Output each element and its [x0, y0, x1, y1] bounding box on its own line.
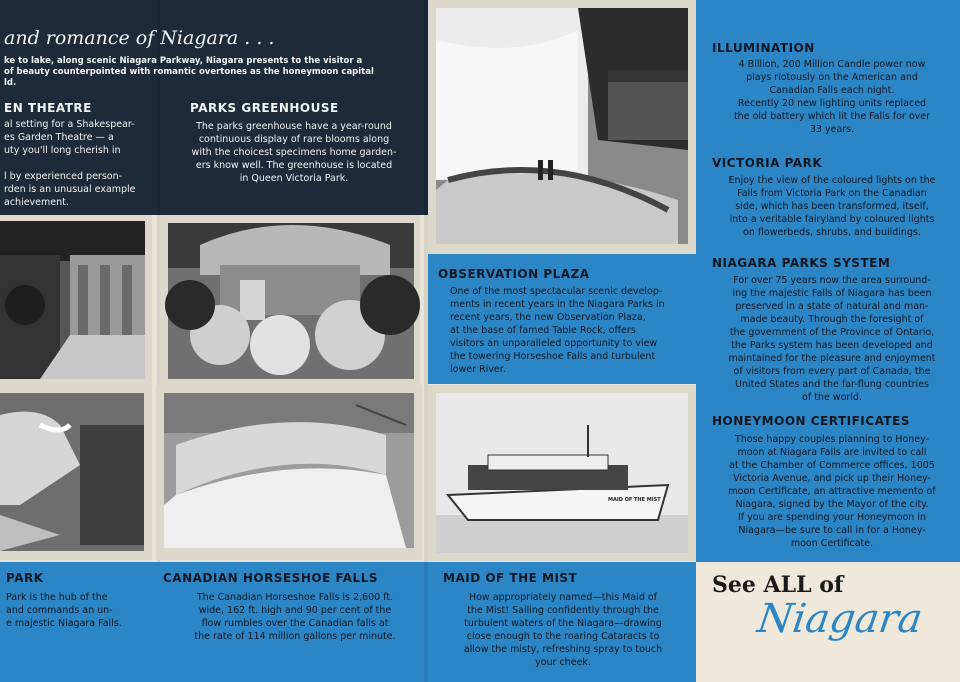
honeymoon-line: moon Certificate.	[790, 538, 874, 549]
maid-line: turbulent waters of the Niagara—drawing	[464, 618, 662, 629]
theatre-title: EN THEATRE	[4, 101, 92, 115]
honeymoon-title: HONEYMOON CERTIFICATES	[712, 414, 910, 428]
greenhouse-text	[178, 120, 410, 185]
parks-system-line: United States and the far-flung countries	[735, 379, 929, 390]
intro-line: ke to lake, along scenic Niagara Parkway, Niagara presents to the visitor a	[4, 56, 363, 66]
honeymoon-line: moon at Niagara Falls are invited to call	[737, 447, 927, 458]
maid-text	[438, 591, 688, 669]
illumination-title: ILLUMINATION	[712, 41, 815, 55]
maid-line: How appropriately named—this Maid of	[468, 592, 658, 603]
honeymoon-line: Niagara, signed by the Mayor of the city.	[735, 499, 929, 510]
illumination-text	[712, 58, 952, 136]
observation-line: at the base of famed Table Rock, offers	[450, 325, 636, 336]
theatre-line: l by experienced person-	[4, 171, 123, 182]
observation-title: OBSERVATION PLAZA	[438, 267, 590, 281]
maid-line: close enough to the roaring Cataracts to	[466, 631, 660, 642]
maid-title: MAID OF THE MIST	[443, 571, 578, 585]
horseshoe-title: CANADIAN HORSESHOE FALLS	[163, 571, 378, 585]
niagara-script: Niagara	[754, 596, 926, 642]
intro-heading: and romance of Niagara . . .	[4, 27, 275, 49]
parks-system-title: NIAGARA PARKS SYSTEM	[712, 256, 891, 270]
horseshoe-falls-photo	[156, 385, 422, 560]
parks-system-text	[712, 274, 952, 404]
greenhouse-line: in Queen Victoria Park.	[239, 173, 349, 184]
theatre-line: achievement.	[4, 197, 69, 208]
maid-line: allow the misty, refreshing spray to touch	[463, 644, 663, 655]
theatre-line: al setting for a Shakespear-	[4, 119, 135, 130]
honeymoon-line: Victoria Avenue, and pick up their Honey-	[733, 473, 931, 484]
intro-text	[4, 56, 374, 89]
parks-system-line: preserved in a state of natural and man-	[735, 301, 929, 312]
fold-line	[424, 0, 428, 682]
parks-system-line: For over 75 years now the area surround-	[733, 275, 931, 286]
see-all-line: See ALL of	[712, 572, 844, 598]
park-line: Park is the hub of the	[6, 592, 108, 603]
aerial-falls-photo	[0, 385, 152, 560]
boat-name: MAID OF THE MIST	[608, 497, 661, 503]
intro-line: ld.	[4, 78, 17, 88]
victoria-line: side, which has been transformed, itself,	[735, 201, 929, 212]
horseshoe-line: wide, 162 ft. high and 90 per cent of the	[198, 605, 392, 616]
parks-system-line: the government of the Province of Ontario,	[729, 327, 935, 338]
honeymoon-line: If you are spending your Honeymoon in	[737, 512, 926, 523]
observation-line: visitors an unparalleled opportunity to view	[450, 338, 658, 349]
greenhouse-line: The parks greenhouse have a year-round	[196, 121, 392, 132]
illumination-line: 4 Billion, 200 Million Candle power now	[738, 59, 926, 70]
observation-plaza-photo	[428, 0, 696, 254]
parks-system-line: ing the majestic Falls of Niagara has been	[732, 288, 932, 299]
park-line: e majestic Niagara Falls.	[6, 618, 122, 629]
greenhouse-line: ers know well. The greenhouse is located	[195, 160, 393, 171]
parks-system-line: the Parks system has been developed and	[731, 340, 933, 351]
honeymoon-text	[712, 433, 952, 550]
horseshoe-line: The Canadian Horseshoe Falls is 2,600 ft.	[196, 592, 394, 603]
honeymoon-line: at the Chamber of Commerce offices, 1005	[729, 460, 935, 471]
illumination-line: plays riotously on the American and	[746, 72, 918, 83]
horseshoe-line: the rate of 114 million gallons per minute.	[194, 631, 396, 642]
honeymoon-line: moon Certificate, an attractive memento of	[728, 486, 936, 497]
park-title: PARK	[6, 571, 44, 585]
victoria-line: Falls from Victoria Park on the Canadian	[737, 188, 927, 199]
parks-system-line: maintained for the pleasure and enjoyment	[728, 353, 936, 364]
greenhouse-photo	[160, 215, 420, 385]
horseshoe-line: flow rumbles over the Canadian falls at	[201, 618, 389, 629]
illumination-line: Canadian Falls each night.	[769, 85, 895, 96]
honeymoon-line: Niagara—be sure to call in for a Honey-	[738, 525, 926, 536]
garden-theatre-photo	[0, 215, 152, 385]
parks-system-line: of the world.	[802, 392, 862, 403]
observation-line: One of the most spectacular scenic develop-	[450, 286, 663, 297]
observation-text	[450, 285, 690, 376]
victoria-title: VICTORIA PARK	[712, 156, 823, 170]
illumination-line: Recently 20 new lighting units replaced	[737, 98, 927, 109]
horseshoe-text	[170, 591, 420, 643]
greenhouse-title: PARKS GREENHOUSE	[190, 101, 339, 115]
observation-line: lower River.	[450, 364, 506, 375]
illumination-line: the old battery which lit the Falls for over	[733, 111, 931, 122]
maid-of-mist-photo	[428, 385, 696, 561]
greenhouse-line: continuous display of rare blooms along	[198, 134, 390, 145]
theatre-line: uty you'll long cherish in	[4, 145, 121, 156]
maid-line: the Mist! Sailing confidently through the	[467, 605, 659, 616]
observation-line: the towering Horseshoe Falls and turbulent	[450, 351, 656, 362]
victoria-line: Enjoy the view of the coloured lights on the	[728, 175, 936, 186]
intro-line: of beauty counterpointed with romantic overtones as the honeymoon capital	[4, 67, 374, 77]
parks-system-line: made beauty. Through the foresight of	[740, 314, 924, 325]
greenhouse-line: with the choicest specimens home garden-	[191, 147, 397, 158]
honeymoon-line: Those happy couples planning to Honey-	[734, 434, 930, 445]
victoria-line: into a veritable fairyland by coloured lights	[729, 214, 935, 225]
observation-line: recent years, the new Observation Plaza,	[450, 312, 646, 323]
theatre-line: es Garden Theatre — a	[4, 132, 114, 143]
park-text	[6, 591, 154, 630]
theatre-line: rden is an unusual example	[4, 184, 136, 195]
observation-line: ments in recent years in the Niagara Parks in	[450, 299, 665, 310]
illumination-line: 33 years.	[809, 124, 855, 135]
theatre-text	[4, 118, 154, 209]
victoria-text	[712, 174, 952, 239]
parks-system-line: of visitors from every part of Canada, the	[733, 366, 931, 377]
victoria-line: on flowerbeds, shrubs, and buildings.	[743, 227, 921, 238]
park-line: and commands an un-	[6, 605, 113, 616]
maid-line: your cheek.	[535, 657, 591, 668]
